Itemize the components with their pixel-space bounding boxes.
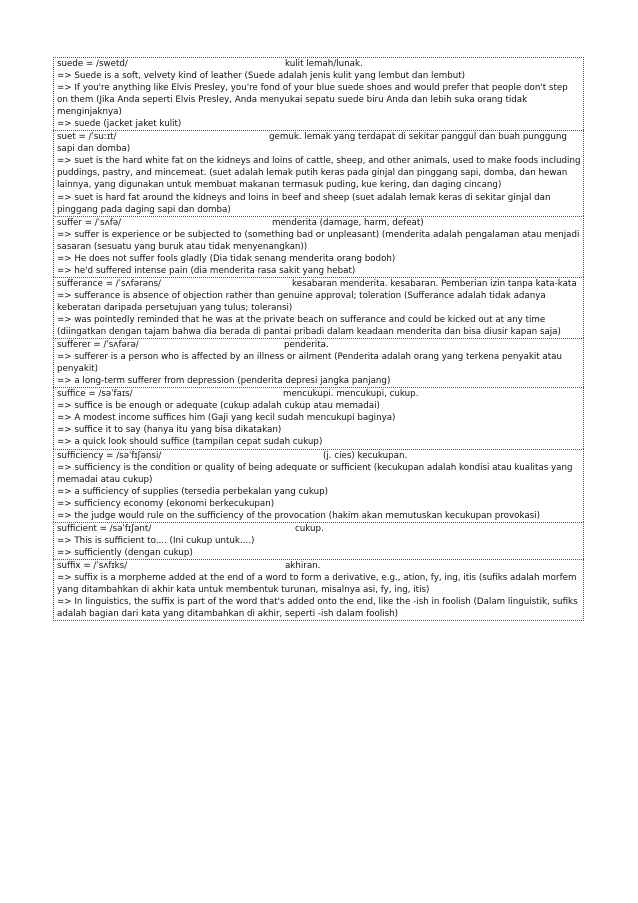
entry-meaning: (j. cies) kecukupan. bbox=[323, 450, 408, 461]
entry-line: => If you're anything like Elvis Presley, you're fond of your blue suede shoes and would prefer that people don't step on them (Jika Anda seperti Elvis Presley, Anda menyukai sepatu suede biru Anda dan lebih suka orang tidak menginjaknya) bbox=[57, 83, 568, 118]
entry-meaning: mencukupi. mencukupi, cukup. bbox=[283, 389, 419, 400]
entry-meaning: cukup. bbox=[295, 523, 324, 534]
entry-head bbox=[57, 450, 581, 462]
entry-line: => sufficiently (dengan cukup) bbox=[57, 547, 193, 558]
entry-line: => A modest income suffices him (Gaji yang kecil sudah mencukupi baginya) bbox=[57, 413, 396, 424]
entry-line: => sufferer is a person who is affected by an illness or ailment (Penderita adalah orang yang terkena penyakit atau penyakit) bbox=[57, 352, 563, 375]
entry-head bbox=[57, 58, 581, 70]
entry-sufficiency bbox=[53, 449, 584, 522]
entry-term: sufferer = /ˈsʌfərə/ bbox=[57, 340, 139, 351]
entry-line: => suffice is be enough or adequate (cukup adalah cukup atau memadai) bbox=[57, 401, 380, 412]
entry-term: sufficiency = /səˈfɪʃənsi/ bbox=[57, 450, 162, 461]
entry-line: => In linguistics, the suffix is part of the word that's added onto the end, like the -ish in foolish (Dalam linguistik, sufiks adalah bagian dari kata yang ditambahkan di akhir, seperti -ish dalam foolish) bbox=[57, 597, 578, 620]
entry-term: suffice = /səˈfaɪs/ bbox=[57, 389, 133, 400]
entry-head bbox=[57, 560, 581, 572]
entry-line: => suffer is experience or be subjected to (something bad or unpleasant) (menderita adalah pengalaman atau menjadi sasaran (sesuatu yang buruk atau tidak menyenangkan)) bbox=[57, 229, 580, 252]
entry-head bbox=[57, 339, 581, 351]
entry-meaning: gemuk. lemak yang terdapat di sekitar panggul dan buah punggung sapi dan domba) bbox=[57, 132, 567, 155]
entry-suffix bbox=[53, 559, 584, 621]
entry-term: sufferance = /ˈsʌfərəns/ bbox=[57, 278, 161, 289]
entry-meaning: akhiran. bbox=[285, 560, 321, 571]
entry-line: => suet is the hard white fat on the kidneys and loins of cattle, sheep, and other animals, used to make foods including puddings, pastry, and mincemeat. (suet adalah lemak putih keras pada ginjal dan pinggang sapi, domba, dan hewan lainnya, yang digunakan untuk membuat makanan termasuk puding, kue kering, dan daging cincang) bbox=[57, 156, 581, 191]
entry-line: => was pointedly reminded that he was at the private beach on sufferance and could be kicked out at any time (diingatkan dengan tajam bahwa dia berada di pantai pribadi dalam keadaan menderita dan bisa diusir kapan saja) bbox=[57, 314, 561, 338]
entry-line: => he'd suffered intense pain (dia menderita rasa sakit yang hebat) bbox=[57, 265, 356, 276]
entry-sufferer bbox=[53, 338, 584, 387]
entry-meaning: menderita (damage, harm, defeat) bbox=[272, 217, 424, 228]
entry-head bbox=[57, 217, 581, 229]
entry-line: => Suede is a soft, velvety kind of leather (Suede adalah jenis kulit yang lembut dan lembut) bbox=[57, 71, 466, 82]
entry-line: => This is sufficient to.... (Ini cukup untuk....) bbox=[57, 535, 255, 546]
entry-term: sufficient = /səˈfɪʃənt/ bbox=[57, 523, 152, 534]
entry-line: => a quick look should suffice (tampilan cepat sudah cukup) bbox=[57, 437, 323, 448]
entry-line: => suffix is a morpheme added at the end of a word to form a derivative, e.g., ation, fy, ing, itis (sufiks adalah morfem yang ditambahkan di akhir kata untuk membentuk turunan, misalnya asi, fy, ing, itis) bbox=[57, 572, 577, 596]
entry-head bbox=[57, 131, 581, 155]
entry-line: => sufficiency economy (ekonomi berkecukupan) bbox=[57, 498, 275, 509]
entry-line: => He does not suffer fools gladly (Dia tidak senang menderita orang bodoh) bbox=[57, 253, 396, 264]
entry-line: => the judge would rule on the sufficiency of the provocation (hakim akan memutuskan kecukupan provokasi) bbox=[57, 510, 540, 521]
entry-suffice bbox=[53, 387, 584, 448]
entry-line: => suet is hard fat around the kidneys and loins in beef and sheep (suet adalah lemak keras di sekitar ginjal dan pinggang pada daging sapi dan domba) bbox=[57, 192, 551, 215]
entry-suede bbox=[53, 57, 584, 130]
entry-suffer bbox=[53, 216, 584, 277]
entry-line: => a long-term sufferer from depression (penderita depresi jangka panjang) bbox=[57, 376, 391, 387]
entry-term: suede = /swetd/ bbox=[57, 59, 128, 69]
entry-sufferance bbox=[53, 277, 584, 338]
entry-suet bbox=[53, 130, 584, 215]
entry-term: suet = /ˈsuːɪt/ bbox=[57, 132, 117, 143]
entry-line: => suede (jacket jaket kulit) bbox=[57, 119, 182, 130]
entry-line: => sufficiency is the condition or quality of being adequate or sufficient (kecukupan adalah kondisi atau kualitas yang memadai atau cukup) bbox=[57, 462, 573, 485]
entry-meaning: kesabaran menderita. kesabaran. Pemberian izin tanpa kata-kata bbox=[292, 278, 577, 289]
entry-line: => suffice it to say (hanya itu yang bisa dikatakan) bbox=[57, 425, 282, 436]
entry-head bbox=[57, 523, 581, 535]
entry-line: => sufferance is absence of objection rather than genuine approval; toleration (Sufferance adalah tidak adanya keberatan daripada persetujuan yang tulus; toleransi) bbox=[57, 290, 546, 313]
entry-meaning: kulit lemah/lunak. bbox=[285, 59, 363, 69]
entry-head bbox=[57, 278, 581, 290]
entry-line: => a sufficiency of supplies (tersedia perbekalan yang cukup) bbox=[57, 486, 329, 497]
glossary-sheet bbox=[53, 57, 584, 621]
entry-meaning: penderita. bbox=[284, 340, 329, 351]
entry-term: suffix = /ˈsʌfɪks/ bbox=[57, 560, 128, 571]
entry-head bbox=[57, 388, 581, 400]
entry-term: suffer = /ˈsʌfə/ bbox=[57, 217, 122, 228]
entry-sufficient bbox=[53, 522, 584, 559]
